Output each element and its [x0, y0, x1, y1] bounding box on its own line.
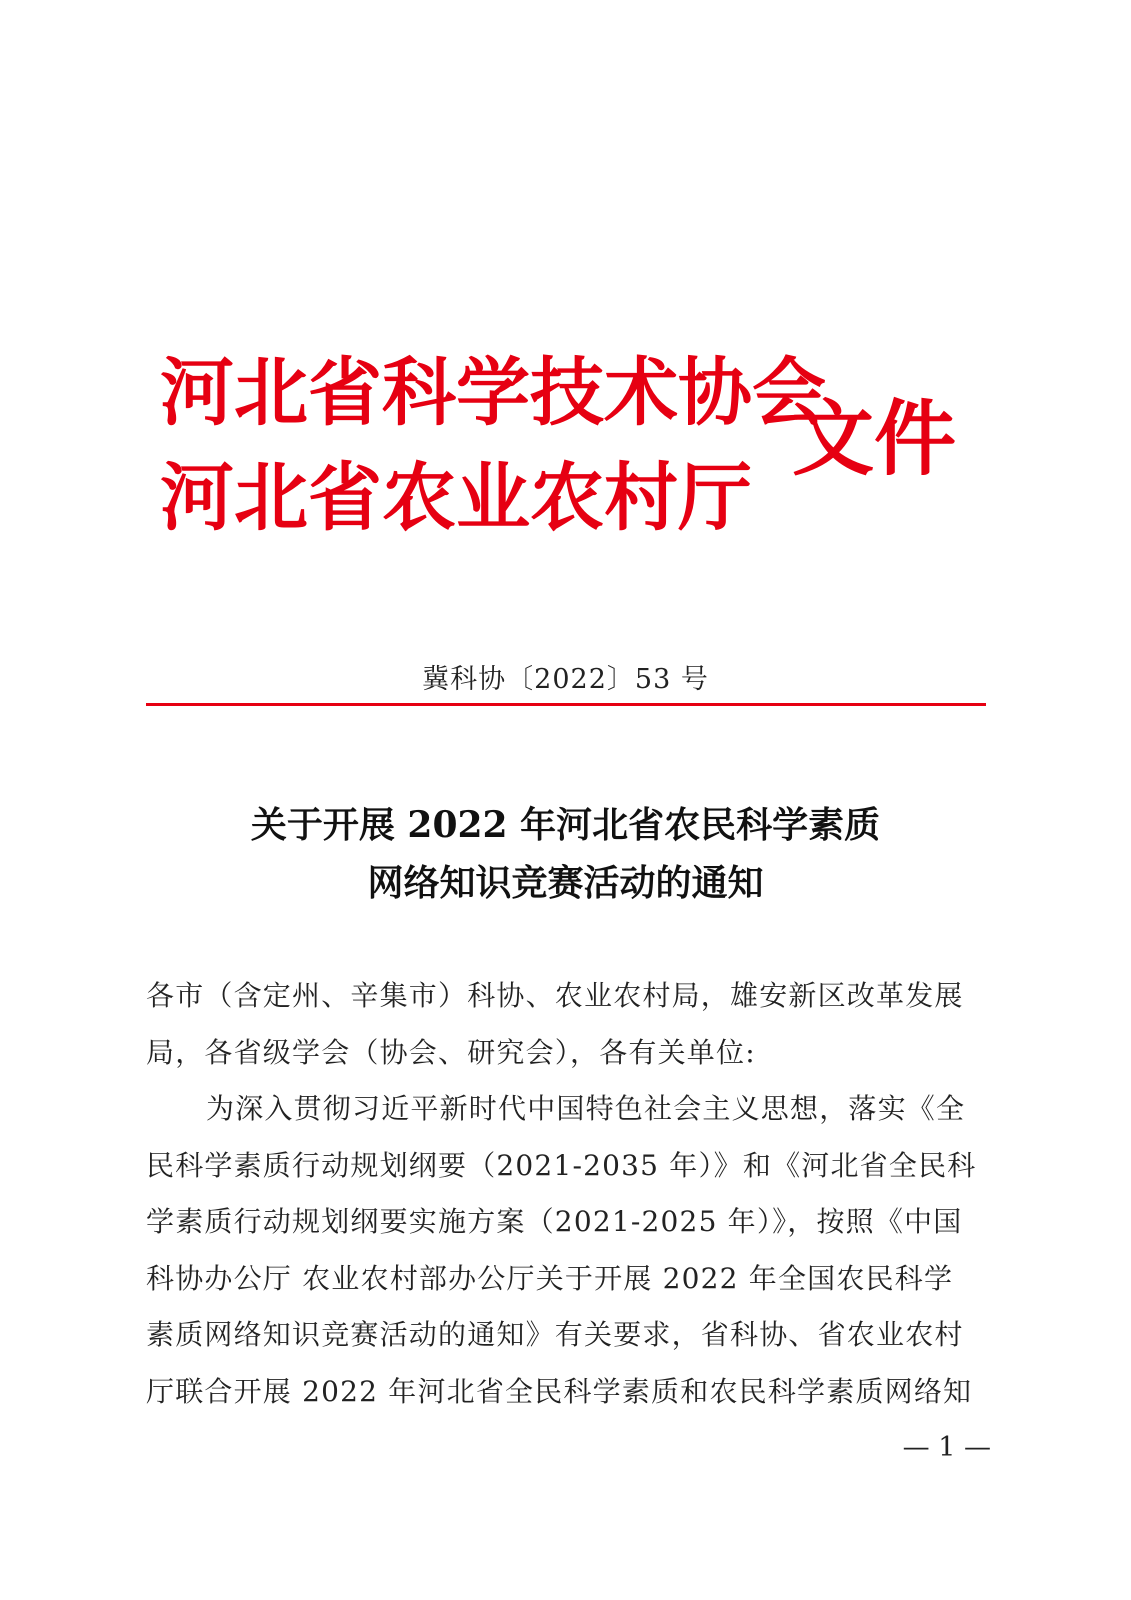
document-number: 冀科协〔2022〕53 号	[422, 664, 709, 695]
body-line: 厅联合开展 2022 年河北省全民科学素质和农民科学素质网络知	[146, 1374, 973, 1408]
issuer-name-line-1: 河北省科学技术协会	[160, 350, 826, 436]
body-line: 各市（含定州、辛集市）科协、农业农村局，雄安新区改革发展	[146, 979, 964, 1012]
document-type-label: 文件	[792, 392, 957, 487]
body-line: 民科学素质行动规划纲要（2021-2035 年）》和《河北省全民科	[146, 1148, 977, 1182]
page-number: — 1 —	[902, 1432, 991, 1463]
notice-body	[146, 968, 988, 1420]
notice-title-line-1: 关于开展 2022 年河北省农民科学素质	[250, 804, 881, 846]
issuing-authorities-header	[160, 348, 980, 558]
body-line: 学素质行动规划纲要实施方案（2021-2025 年）》，按照《中国	[146, 1205, 963, 1238]
issuer-name-line-2: 河北省农业农村厅	[160, 455, 752, 541]
body-line: 素质网络知识竞赛活动的通知》有关要求，省科协、省农业农村	[146, 1318, 964, 1351]
body-line: 为深入贯彻习近平新时代中国特色社会主义思想，落实《全	[206, 1092, 966, 1125]
notice-title-line-2: 网络知识竞赛活动的通知	[367, 862, 764, 904]
body-line: 局，各省级学会（协会、研究会），各有关单位:	[146, 1035, 756, 1069]
red-divider-line	[146, 703, 986, 706]
body-line: 科协办公厅 农业农村部办公厅关于开展 2022 年全国农民科学	[146, 1261, 954, 1295]
